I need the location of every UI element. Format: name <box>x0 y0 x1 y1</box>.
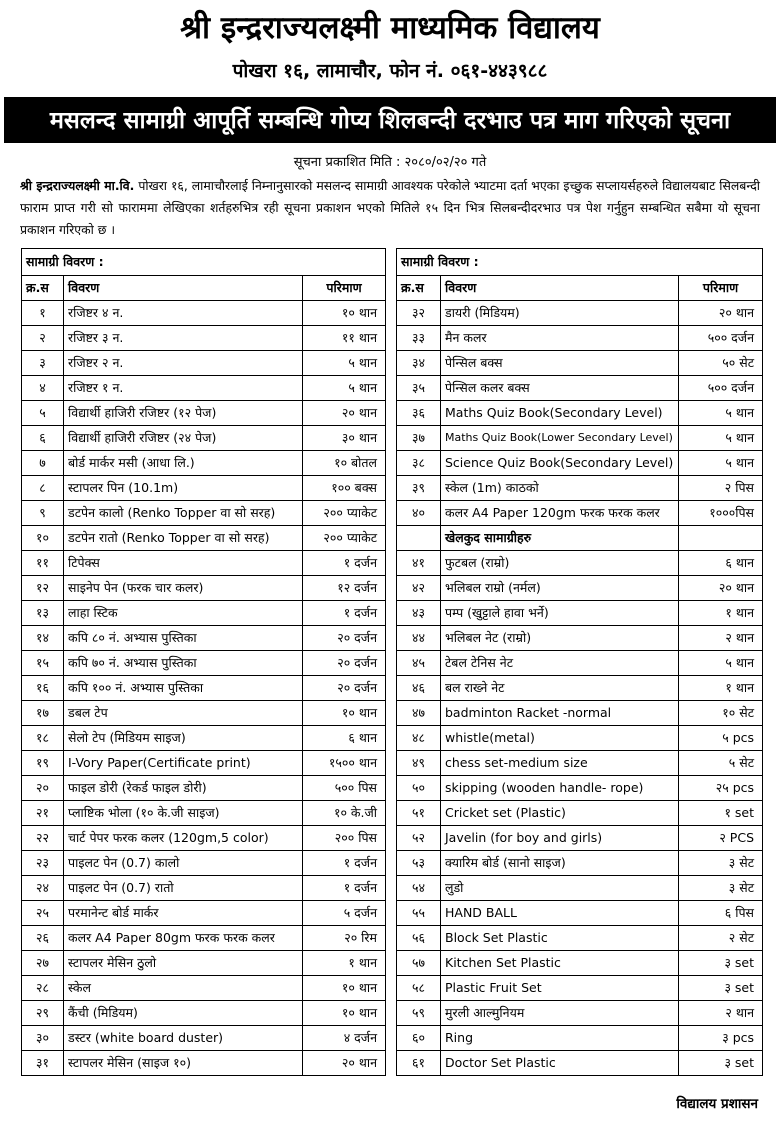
item-number: २३ <box>22 851 64 876</box>
item-number: ४७ <box>397 701 441 726</box>
table-row <box>397 751 763 776</box>
sports-empty-cell <box>397 526 441 551</box>
item-description: कैंची (मिडियम) <box>64 1001 303 1026</box>
item-description: Kitchen Set Plastic <box>441 951 679 976</box>
table-row <box>397 776 763 801</box>
item-description: कपि १०० नं. अभ्यास पुस्तिका <box>64 676 303 701</box>
item-description: टेबल टेनिस नेट <box>441 651 679 676</box>
item-quantity: १० थान <box>303 976 386 1001</box>
school-name: श्री इन्द्रराज्यलक्ष्मी माध्यमिक विद्यालय <box>180 10 600 46</box>
table-row <box>22 301 386 326</box>
item-number: ३७ <box>397 426 441 451</box>
item-description: बोर्ड मार्कर मसी (आधा लि.) <box>64 451 303 476</box>
item-quantity: १० सेट <box>679 701 763 726</box>
item-description: Javelin (for boy and girls) <box>441 826 679 851</box>
item-number: ३० <box>22 1026 64 1051</box>
item-number: २४ <box>22 876 64 901</box>
item-number: ४६ <box>397 676 441 701</box>
item-quantity: ५ थान <box>303 351 386 376</box>
table-row <box>397 551 763 576</box>
item-quantity: ३ सेट <box>679 876 763 901</box>
item-description: Block Set Plastic <box>441 926 679 951</box>
item-quantity: १ दर्जन <box>303 601 386 626</box>
item-quantity: १ दर्जन <box>303 551 386 576</box>
item-quantity: ३ set <box>679 1051 763 1076</box>
item-description: स्टापलर मेसिन (साइज १०) <box>64 1051 303 1076</box>
item-description: Maths Quiz Book(Lower Secondary Level) <box>441 426 679 451</box>
item-quantity: १२ दर्जन <box>303 576 386 601</box>
item-number: ४ <box>22 376 64 401</box>
item-description: विद्यार्थी हाजिरी रजिष्टर (२४ पेज) <box>64 426 303 451</box>
item-description: विद्यार्थी हाजिरी रजिष्टर (१२ पेज) <box>64 401 303 426</box>
signature-school-administration: विद्यालय प्रशासन <box>676 1096 758 1112</box>
item-number: ३८ <box>397 451 441 476</box>
table-row <box>22 351 386 376</box>
table-row <box>397 926 763 951</box>
table-row <box>397 601 763 626</box>
table-row <box>397 651 763 676</box>
item-quantity: ५ थान <box>679 651 763 676</box>
table-row <box>397 451 763 476</box>
item-number: ३१ <box>22 1051 64 1076</box>
item-number: ५५ <box>397 901 441 926</box>
item-number: ५९ <box>397 1001 441 1026</box>
item-description: सेलो टेप (मिडियम साइज) <box>64 726 303 751</box>
table-row <box>22 676 386 701</box>
item-description: कलर A4 Paper 80gm फरक फरक कलर <box>64 926 303 951</box>
item-description: Doctor Set Plastic <box>441 1051 679 1076</box>
item-quantity: ५०० पिस <box>303 776 386 801</box>
item-description: स्टापलर मेसिन ठुलो <box>64 951 303 976</box>
table-row <box>397 351 763 376</box>
item-description: पाइलट पेन (0.7) रातो <box>64 876 303 901</box>
item-number: ११ <box>22 551 64 576</box>
item-number: २७ <box>22 951 64 976</box>
item-description: रजिष्टर ४ न. <box>64 301 303 326</box>
item-description: स्टापलर पिन (10.1m) <box>64 476 303 501</box>
sports-section-row <box>397 526 763 551</box>
table-row <box>22 776 386 801</box>
item-quantity: २० दर्जन <box>303 626 386 651</box>
item-description: Science Quiz Book(Secondary Level) <box>441 451 679 476</box>
item-number: ५६ <box>397 926 441 951</box>
table-row <box>397 626 763 651</box>
item-quantity: २ PCS <box>679 826 763 851</box>
table-row <box>397 676 763 701</box>
item-quantity: ५ थान <box>679 451 763 476</box>
table-row <box>22 851 386 876</box>
item-number: १३ <box>22 601 64 626</box>
item-quantity: १ दर्जन <box>303 851 386 876</box>
item-description: पाइलट पेन (0.7) कालो <box>64 851 303 876</box>
table-row <box>22 1001 386 1026</box>
item-description: बल राख्ने नेट <box>441 676 679 701</box>
item-number: ५२ <box>397 826 441 851</box>
item-quantity: ५ सेट <box>679 751 763 776</box>
table-row <box>22 826 386 851</box>
school-address: पोखरा १६, लामाचौर, फोन नं. ०६१-४४३९८८ <box>232 60 548 82</box>
item-quantity: २५ pcs <box>679 776 763 801</box>
notice-title-banner: मसलन्द सामाग्री आपूर्ति सम्बन्धि गोप्य शिलबन्दी दरभाउ पत्र माग गरिएको सूचना <box>4 97 776 143</box>
item-quantity: २ सेट <box>679 926 763 951</box>
table-row <box>397 701 763 726</box>
item-quantity: १०००पिस <box>679 501 763 526</box>
table-row <box>22 951 386 976</box>
item-quantity: ३ set <box>679 951 763 976</box>
item-number: ४५ <box>397 651 441 676</box>
item-quantity: २० रिम <box>303 926 386 951</box>
item-description: badminton Racket -normal <box>441 701 679 726</box>
item-description: रजिष्टर २ न. <box>64 351 303 376</box>
item-quantity: १ दर्जन <box>303 876 386 901</box>
item-quantity: २० थान <box>303 1051 386 1076</box>
item-number: ५३ <box>397 851 441 876</box>
item-quantity: १ set <box>679 801 763 826</box>
item-quantity: ५ दर्जन <box>303 901 386 926</box>
item-number: १० <box>22 526 64 551</box>
table-row <box>22 501 386 526</box>
item-description: भलिबल नेट (राम्रो) <box>441 626 679 651</box>
col-header-sn: क्र.स <box>397 276 441 301</box>
item-number: १६ <box>22 676 64 701</box>
item-number: ३९ <box>397 476 441 501</box>
item-description: पम्प (खुट्टाले हावा भर्ने) <box>441 601 679 626</box>
table-row <box>22 701 386 726</box>
item-quantity: २ थान <box>679 626 763 651</box>
item-number: ७ <box>22 451 64 476</box>
item-description: Cricket set (Plastic) <box>441 801 679 826</box>
item-number: २२ <box>22 826 64 851</box>
col-header-quantity: परिमाण <box>303 276 386 301</box>
table-row <box>22 376 386 401</box>
item-number: ६ <box>22 426 64 451</box>
item-number: २० <box>22 776 64 801</box>
item-description: स्केल (1m) काठको <box>441 476 679 501</box>
intro-text: पोखरा १६, लामाचौरलाई निम्नानुसारको मसलन्द सामाग्री आवश्यक परेकोले भ्याटमा दर्ता भएका इच्छुक सप्लायर्सहरुले विद्यालयबाट सिलबन्दी फाराम प्राप्त गरी सो फाराममा लेखिएका शर्तहरुभित्र रही सूचना प्रकाशन भएको मितिले १५ दिन भित्र सिलबन्दीदरभाउ पत्र पेश गर्नुहुन सम्बन्धित सबैमा यो सूचना प्रकाशन गरिएको छ । <box>20 178 760 237</box>
table-row <box>22 651 386 676</box>
item-description: प्लाष्टिक भोला (१० के.जी साइज) <box>64 801 303 826</box>
item-description: चार्ट पेपर फरक कलर (120gm,5 color) <box>64 826 303 851</box>
table-row <box>397 476 763 501</box>
item-number: २९ <box>22 1001 64 1026</box>
table-row <box>397 876 763 901</box>
item-quantity: १० थान <box>303 301 386 326</box>
item-description: फाइल डोरी (रेकर्ड फाइल डोरी) <box>64 776 303 801</box>
item-number: ३५ <box>397 376 441 401</box>
item-quantity: १० थान <box>303 701 386 726</box>
item-description: कपि ७० नं. अभ्यास पुस्तिका <box>64 651 303 676</box>
item-quantity: ५ थान <box>679 426 763 451</box>
table-row <box>397 576 763 601</box>
item-number: २१ <box>22 801 64 826</box>
item-number: २ <box>22 326 64 351</box>
item-description: Plastic Fruit Set <box>441 976 679 1001</box>
item-description: रजिष्टर १ न. <box>64 376 303 401</box>
item-number: ४४ <box>397 626 441 651</box>
table-row <box>397 1026 763 1051</box>
sports-empty-cell <box>679 526 763 551</box>
table-row <box>397 1001 763 1026</box>
item-description: साइनेप पेन (फरक चार कलर) <box>64 576 303 601</box>
table-row <box>22 576 386 601</box>
item-description: परमानेन्ट बोर्ड मार्कर <box>64 901 303 926</box>
table-row <box>397 301 763 326</box>
item-number: ५८ <box>397 976 441 1001</box>
item-quantity: १ थान <box>679 676 763 701</box>
col-header-sn: क्र.स <box>22 276 64 301</box>
item-description: लुडो <box>441 876 679 901</box>
item-description: मैन कलर <box>441 326 679 351</box>
item-quantity: १० के.जी <box>303 801 386 826</box>
item-quantity: १० बोतल <box>303 451 386 476</box>
item-number: १५ <box>22 651 64 676</box>
item-number: १ <box>22 301 64 326</box>
item-description: रजिष्टर ३ न. <box>64 326 303 351</box>
item-description: डबल टेप <box>64 701 303 726</box>
item-quantity: ६ थान <box>679 551 763 576</box>
item-description: Ring <box>441 1026 679 1051</box>
table-row <box>397 901 763 926</box>
item-number: ३३ <box>397 326 441 351</box>
item-quantity: ५ pcs <box>679 726 763 751</box>
item-number: ४८ <box>397 726 441 751</box>
item-description: मुरली आल्मुनियम <box>441 1001 679 1026</box>
item-quantity: २० थान <box>679 576 763 601</box>
item-quantity: ११ थान <box>303 326 386 351</box>
item-quantity: ५ थान <box>679 401 763 426</box>
item-quantity: ३ set <box>679 976 763 1001</box>
table-row <box>397 376 763 401</box>
item-number: १४ <box>22 626 64 651</box>
item-quantity: २०० प्याकेट <box>303 501 386 526</box>
item-quantity: २ थान <box>679 1001 763 1026</box>
item-quantity: १ थान <box>303 951 386 976</box>
item-number: ५७ <box>397 951 441 976</box>
item-number: ५१ <box>397 801 441 826</box>
item-number: ६१ <box>397 1051 441 1076</box>
table-row <box>22 751 386 776</box>
item-quantity: २० थान <box>679 301 763 326</box>
item-number: ८ <box>22 476 64 501</box>
item-quantity: १०० बक्स <box>303 476 386 501</box>
item-quantity: २ पिस <box>679 476 763 501</box>
table-row <box>22 401 386 426</box>
item-number: २५ <box>22 901 64 926</box>
table-row <box>397 851 763 876</box>
item-description: क्यारिम बोर्ड (सानो साइज) <box>441 851 679 876</box>
item-description: पेन्सिल कलर बक्स <box>441 376 679 401</box>
item-description: डटपेन रातो (Renko Topper वा सो सरह) <box>64 526 303 551</box>
item-description: डायरी (मिडियम) <box>441 301 679 326</box>
item-description: HAND BALL <box>441 901 679 926</box>
item-number: ४१ <box>397 551 441 576</box>
table-row <box>397 326 763 351</box>
item-quantity: ६ थान <box>303 726 386 751</box>
item-description: I-Vory Paper(Certificate print) <box>64 751 303 776</box>
intro-school-name: श्री इन्द्रराज्यलक्ष्मी मा.वि. <box>20 178 135 193</box>
item-number: ९ <box>22 501 64 526</box>
item-number: ४३ <box>397 601 441 626</box>
table-row <box>22 451 386 476</box>
table-row <box>397 401 763 426</box>
item-description: पेन्सिल बक्स <box>441 351 679 376</box>
item-description: भलिबल राम्रो (नर्मल) <box>441 576 679 601</box>
item-number: ५ <box>22 401 64 426</box>
table-row <box>22 876 386 901</box>
table-row <box>397 826 763 851</box>
table-row <box>22 901 386 926</box>
col-header-quantity: परिमाण <box>679 276 763 301</box>
table-row <box>22 726 386 751</box>
item-quantity: ५०० दर्जन <box>679 326 763 351</box>
table-section-label: सामाग्री विवरण : <box>22 249 386 276</box>
item-number: २८ <box>22 976 64 1001</box>
item-quantity: ५ थान <box>303 376 386 401</box>
item-description: डटपेन कालो (Renko Topper वा सो सरह) <box>64 501 303 526</box>
item-number: १२ <box>22 576 64 601</box>
item-number: ३ <box>22 351 64 376</box>
item-number: ६० <box>397 1026 441 1051</box>
col-header-description: विवरण <box>64 276 303 301</box>
item-quantity: ३० थान <box>303 426 386 451</box>
table-row <box>22 476 386 501</box>
sports-section-heading: खेलकुद सामाग्रीहरु <box>441 526 679 551</box>
table-row <box>397 501 763 526</box>
item-number: १९ <box>22 751 64 776</box>
item-quantity: ५० सेट <box>679 351 763 376</box>
item-description: लाहा स्टिक <box>64 601 303 626</box>
item-quantity: १ थान <box>679 601 763 626</box>
item-description: डस्टर (white board duster) <box>64 1026 303 1051</box>
item-description: कलर A4 Paper 120gm फरक फरक कलर <box>441 501 679 526</box>
item-description: स्केल <box>64 976 303 1001</box>
item-number: ३६ <box>397 401 441 426</box>
item-quantity: २० दर्जन <box>303 651 386 676</box>
table-row <box>22 801 386 826</box>
item-quantity: २० दर्जन <box>303 676 386 701</box>
table-row <box>22 526 386 551</box>
table-row <box>397 726 763 751</box>
item-quantity: १५०० थान <box>303 751 386 776</box>
item-description: Maths Quiz Book(Secondary Level) <box>441 401 679 426</box>
intro-paragraph <box>20 175 760 241</box>
item-number: २६ <box>22 926 64 951</box>
item-description: whistle(metal) <box>441 726 679 751</box>
item-quantity: ६ पिस <box>679 901 763 926</box>
item-quantity: ५०० दर्जन <box>679 376 763 401</box>
table-row <box>22 626 386 651</box>
table-row <box>397 1051 763 1076</box>
table-row <box>22 1051 386 1076</box>
item-number: ४० <box>397 501 441 526</box>
col-header-description: विवरण <box>441 276 679 301</box>
table-row <box>22 326 386 351</box>
table-row <box>22 1026 386 1051</box>
item-description: फुटबल (राम्रो) <box>441 551 679 576</box>
table-row <box>22 426 386 451</box>
item-number: ३२ <box>397 301 441 326</box>
table-row <box>397 801 763 826</box>
table-section-label: सामाग्री विवरण : <box>397 249 763 276</box>
table-row <box>397 976 763 1001</box>
item-number: १८ <box>22 726 64 751</box>
table-row <box>22 551 386 576</box>
item-number: ३४ <box>397 351 441 376</box>
table-row <box>22 926 386 951</box>
table-row <box>397 951 763 976</box>
item-description: chess set-medium size <box>441 751 679 776</box>
item-quantity: २०० प्याकेट <box>303 526 386 551</box>
items-table-left <box>21 248 386 1076</box>
item-quantity: ३ सेट <box>679 851 763 876</box>
item-description: कपि ८० नं. अभ्यास पुस्तिका <box>64 626 303 651</box>
table-row <box>22 976 386 1001</box>
table-row <box>22 601 386 626</box>
item-quantity: २० थान <box>303 401 386 426</box>
item-number: १७ <box>22 701 64 726</box>
item-number: ५४ <box>397 876 441 901</box>
item-number: ५० <box>397 776 441 801</box>
item-number: ४२ <box>397 576 441 601</box>
table-row <box>397 426 763 451</box>
items-table-right <box>396 248 763 1076</box>
item-quantity: ४ दर्जन <box>303 1026 386 1051</box>
item-description: skipping (wooden handle- rope) <box>441 776 679 801</box>
item-quantity: ३ pcs <box>679 1026 763 1051</box>
item-quantity: २०० पिस <box>303 826 386 851</box>
published-date: सूचना प्रकाशित मिति : २०८०/०२/२० गते <box>293 155 487 170</box>
item-number: ४९ <box>397 751 441 776</box>
item-quantity: १० थान <box>303 1001 386 1026</box>
item-description: टिपेक्स <box>64 551 303 576</box>
